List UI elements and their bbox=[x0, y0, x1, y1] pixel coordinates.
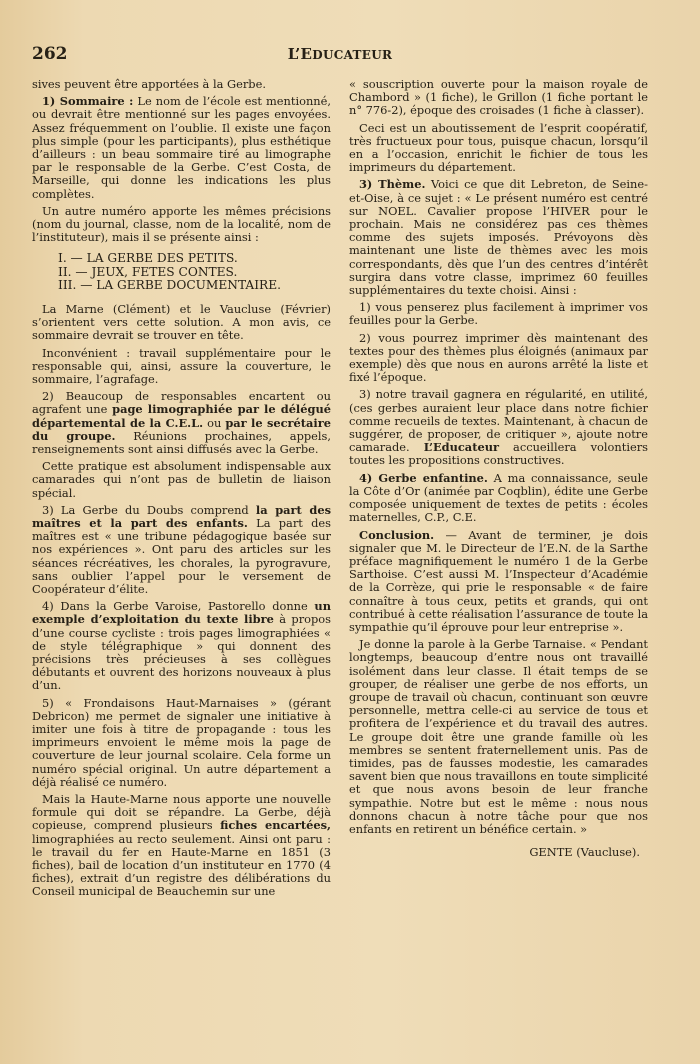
page-number: 262 bbox=[32, 44, 68, 64]
paragraph: Je donne la parole à la Gerbe Tarnaise. « Pendant longtemps, beaucoup d’entre nous ont travaillé isolément dans leur classe. Il était temps de se grouper, de réaliser une gerbe de nos efforts, un groupe de travail où chacun, continuant son œuvre personnelle, mettra celle-ci au service de tous et profitera de l’expérience et du travail des autres. Le groupe doit être une grande famille où les membres se sentent fraternellement unis. Pas de timides, pas de fausses modestie, les camarades savent bien que nous travaillons en toute simplicité et que nous avons besoin de leur franche sympathie. Notre but est le même : nous nous donnons chacun à notre tâche pour que nos enfants en retirent un bénéfice certain. » bbox=[349, 637, 648, 836]
running-title bbox=[142, 45, 648, 63]
paragraph-text: Réunions prochaines, appels, renseignements sont ainsi diffusés avec la Gerbe. bbox=[32, 428, 332, 456]
author-signature: GENTE (Vaucluse). bbox=[529, 845, 640, 860]
paragraph-text: 3) notre travail gagnera en régularité, en utilité, (ces gerbes auraient leur place dans notre fichier comme recueils de textes. Maintenant, à chacun de suggérer, de proposer, de critiquer », ajoute notre camarade. bbox=[349, 387, 648, 455]
paragraph: Un autre numéro apporte les mêmes précisions (nom du journal, classe, nom de la localité, nom de l’instituteur), mais il se présente ainsi : bbox=[32, 203, 331, 245]
paragraph-responsables bbox=[32, 390, 331, 456]
paragraph-text: Mais la Haute-Marne nous apporte une nouvelle formule qui doit se répandre. La Gerbe, déjà copieuse, comprend plusieurs bbox=[32, 792, 331, 833]
bold-phrase: fiches encartées, bbox=[220, 818, 331, 833]
list-item: III. — LA GERBE DOCUMENTAIRE. bbox=[58, 278, 281, 293]
bold-phrase: la part des maîtres et la part des enfants. bbox=[32, 502, 331, 530]
paragraph-text: — Avant de terminer, je dois signaler que M. le Directeur de l’E.N. de la Sarthe préface magnifiquement le numéro 1 de la Gerbe Sarthoise. C’est aussi M. l’Inspecteur d’Académie de la Corrèze, qui prie le responsable « de faire connaître à tous ceux, petits et grands, qui ont contribué à cette réalisation l’assurance de toute la sympathie qu’il éprouve pour leur entreprise ». bbox=[349, 527, 648, 634]
paragraph: « souscription ouverte pour la maison royale de Chambord » (1 fiche), le Grillon (1 fiche portant le n° 776-2), époque des croisades (1 fiche à classer). bbox=[349, 77, 648, 118]
page-header bbox=[32, 44, 648, 74]
paragraph-text: A ma connaissance, seule la Côte d’Or (animée par Coqblin), édite une Gerbe composée uniquement de textes de petits : écoles maternelles, C.P., C.E. bbox=[349, 470, 648, 525]
paragraph-text: ou bbox=[203, 415, 226, 430]
right-column bbox=[349, 78, 648, 903]
paragraph-text: La part des maîtres est « une tribune pédagogique basée sur nos expériences ». Ont paru des articles sur les séances récréatives, les chorales, la pyrogravure, sans oublier l’appel pour le versement de Coopérateur d’élite. bbox=[32, 515, 331, 596]
bold-lead: Conclusion. bbox=[359, 527, 435, 542]
list-item: II. — JEUX, FETES CONTES. bbox=[58, 264, 238, 279]
paragraph-text: 3) La Gerbe du Doubs comprend bbox=[42, 502, 256, 517]
paragraph-text: limographiées au recto seulement. Ainsi ont paru : le travail du fer en Haute-Marne en 1851 (3 fiches), bail de location d’un instituteur en 1770 (4 fiches), extrait d’un registre des délibérations du Conseil municipal de Beauchemin sur une bbox=[32, 831, 331, 899]
paragraph: Ceci est un aboutissement de l’esprit coopératif, très fructueux pour tous, puisque chacun, lorsqu’il en a l’occasion, enrichit le fichier de tous les imprimeurs du département. bbox=[349, 120, 648, 175]
paragraph: La Marne (Clément) et le Vaucluse (Février) s’orientent vers cette solution. A mon avis, ce sommaire devrait se trouver en tête. bbox=[32, 301, 331, 343]
paragraph: 5) « Frondaisons Haut-Marnaises » (gérant Debricon) me permet de signaler une initiative à imiter une fois à titre de propagande : tous les imprimeurs envoient le même mois la page de couverture de leur journal scolaire. Cela forme un numéro spécial original. Un autre département a déjà réalisé ce numéro. bbox=[32, 695, 331, 789]
paragraph-conclusion bbox=[349, 529, 648, 635]
paragraph-gerbe-enfantine bbox=[349, 472, 648, 525]
bold-lead: 1) Sommaire : bbox=[42, 94, 134, 109]
paragraph-regularite bbox=[349, 388, 648, 467]
paragraph-text: 4) Dans la Gerbe Varoise, Pastorello donne bbox=[42, 599, 315, 614]
bold-lead: 3) Thème. bbox=[359, 177, 426, 192]
sommaire-list bbox=[58, 252, 331, 293]
paragraph-haute-marne bbox=[32, 793, 331, 899]
paragraph-text: Voici ce que dit Lebreton, de Seine-et-Oise, à ce sujet : « Le présent numéro est centré sur NOEL. Cavalier propose l’HIVER pour le prochain. Mais ne considérez pas ces thèmes comme des sujets imposés. Prévoyons dès maintenant une liste de thèmes avec les mois correspondants, dès que l’un des centres d’intérêt surgira dans votre classe, imprimez 60 feuilles supplémentaires du texte choisi. Ainsi : bbox=[349, 177, 648, 298]
paragraph-doubs bbox=[32, 504, 331, 596]
paragraph-sommaire bbox=[32, 95, 331, 201]
article-columns bbox=[32, 78, 648, 903]
paragraph-theme bbox=[349, 178, 648, 297]
running-title-initial: L’E bbox=[287, 45, 313, 63]
paragraph-text: Le nom de l’école est mentionné, ou devrait être mentionné sur les pages envoyées. Assez fréquemment on l’oublie. Il existe une façon plus simple (pour les participants), plus esthétique d’ailleurs : un beau sommaire tiré au limographe par le responsable de la Gerbe. C’est Costa, de Marseille, qui donne les indications les plus complètes. bbox=[32, 94, 331, 201]
bold-phrase: un exemple d’exploitation du texte libre bbox=[32, 599, 331, 627]
paragraph: 1) vous penserez plus facilement à imprimer vos feuilles pour la Gerbe. bbox=[349, 300, 648, 328]
running-title-rest: DUCATEUR bbox=[312, 48, 393, 62]
paragraph-text: à propos d’une course cycliste : trois pages limographiées « de style télégraphique » qui donnent des précisions très précieuses à ses collègues débutants et ouvrent des horizons nouveaux à plus d’un. bbox=[32, 612, 331, 693]
paragraph: Inconvénient : travail supplémentaire pour le responsable qui, ainsi, assure la couverture, le sommaire, l’agrafage. bbox=[32, 345, 331, 386]
list-item: I. — LA GERBE DES PETITS. bbox=[58, 251, 238, 266]
paragraph: 2) vous pourrez imprimer dès maintenant des textes pour des thèmes plus éloignés (animaux par exemple) dès que nous en aurons arrêté la liste et fixé l’époque. bbox=[349, 330, 648, 385]
bold-phrase: page limographiée par le délégué départemental de la C.E.L. bbox=[32, 402, 332, 430]
left-column bbox=[32, 78, 331, 903]
bold-phrase: L’Educateur bbox=[423, 440, 499, 455]
bold-lead: 4) Gerbe enfantine. bbox=[359, 470, 488, 485]
bold-phrase: par le secrétaire du groupe. bbox=[32, 415, 332, 443]
paragraph-text: accueillera volontiers toutes les propositions constructives. bbox=[349, 440, 648, 468]
paragraph-varoise bbox=[32, 600, 331, 692]
paragraph-text: 2) Beaucoup de responsables encartent ou agrafent une bbox=[32, 389, 331, 417]
paragraph: sives peuvent être apportées à la Gerbe. bbox=[32, 77, 266, 91]
paragraph: Cette pratique est absolument indispensable aux camarades qui n’ont pas de bulletin de liaison spécial. bbox=[32, 459, 331, 500]
